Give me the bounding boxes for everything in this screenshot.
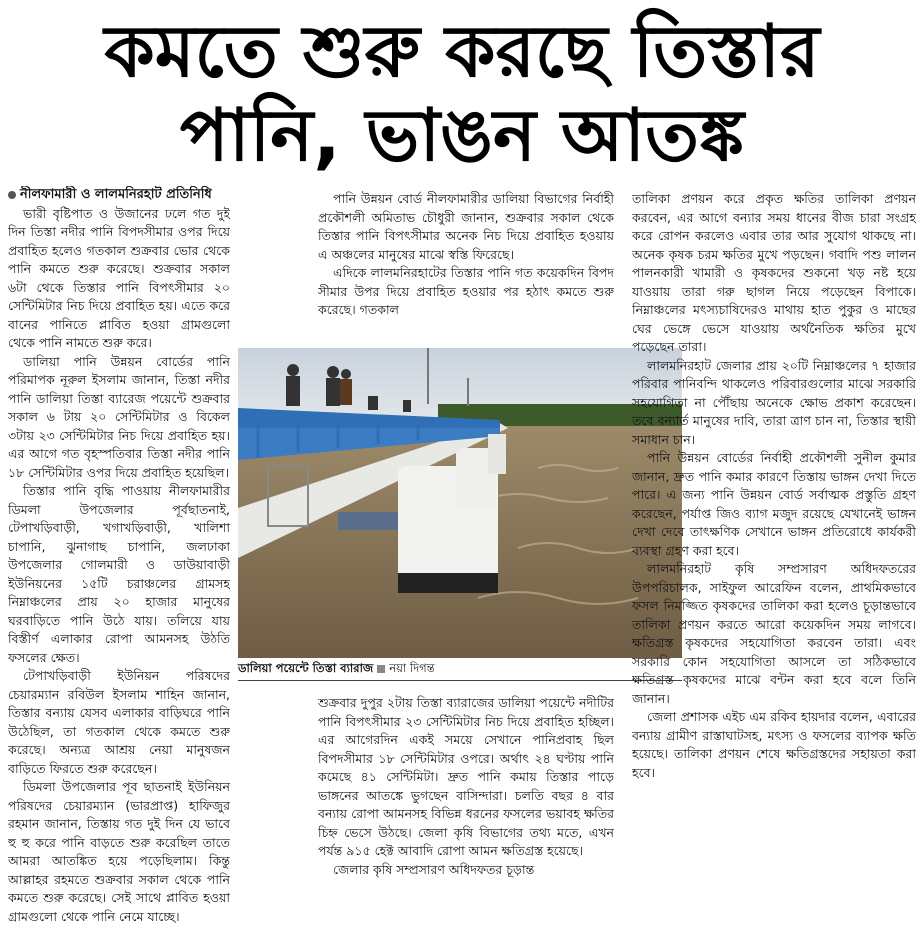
photo-caption <box>238 660 682 679</box>
paragraph: লালমনিরহাট কৃষি সম্প্রসারণ অধিদফতরের উপপরিচালক, সাইফুল আরেফিন বলেন, প্রাথমিকভাবে ফসল নিমজ্জিত কৃষকদের তালিকা করা হলেও চূড়ান্তভাবে তালিকা প্রণয়ন করতে আরো কয়েকদিন সময় লাগবে। ক্ষতিগ্রস্ত কৃষকদের সহযোগিতা করবেন তারা। এবং সরকারি কোন সহযোগিতা আসলে তা সঠিকভাবে ক্ষতিগ্রস্ত কৃষকদের মাঝে বন্টন করা হবে বলে তিনি জানান। <box>632 561 916 706</box>
paragraph: তালিকা প্রণয়ন করে প্রকৃত ক্ষতির তালিকা প্রণয়ন করবেন, এর আগে বন্যার সময় ধানের বীজ চারা সংগ্রহ করে রোপন করলেও এবার তার আর সুযোগ থাকছে না। অনেক কৃষক চরম ক্ষতির মুখে পড়ছেন। গবাদি পশু লালন পালনকারী খামারী ও কৃষকদের শুকনো খড় নষ্ট হয়ে যাওয়ায় তারা গরু ছাগল নিয়ে পড়েছেন বিপাকে। নিম্নাঞ্চলের মৎস্যচাষিদেরও মাথায় হাত পুকুর ও মাছের ঘের ভেঙ্গে ভেসে যাওয়ায় অর্থনৈতিক ক্ষতির মুখে পড়েছেন তারা। <box>632 191 916 354</box>
teesta-barrage-image <box>238 348 682 658</box>
barrage-photo <box>238 348 682 658</box>
paragraph: ডালিয়া পানি উন্নয়ন বোর্ডের পানি পরিমাপক নূরুল ইসলাম জানান, তিস্তা নদীর পানি ডালিয়া তিস্তা ব্যারেজ পয়েন্টে শুক্রবার সকাল ৬ টায় ২০ সেন্টিমিটার ও বিকেল ৩টায় ২৩ সেন্টিমিটার নিচ দিয়ে প্রবাহিত হয়। এর আগে গত বৃহস্পতিবার তিস্তা নদীর পানি ১৮ সেন্টিমিটার ওপর দিয়ে প্রবাহিত হয়েছিল। <box>8 353 230 480</box>
headline-line-1: কমতে শুরু করছে তিস্তার <box>104 9 820 93</box>
byline: নীলফামারী ও লালমনিরহাট প্রতিনিধি <box>8 186 230 205</box>
headline-line-2: পানি, ভাঙন আতঙ্ক <box>179 93 745 177</box>
article-column-3 <box>632 190 916 935</box>
paragraph: এদিকে লালমনিরহাটের তিস্তার পানি গত কয়েকদিন বিপদ সীমার উপর দিয়ে প্রবাহিত হওয়ার পর হঠাৎ কমতে শুরু করেছে। গতকাল <box>318 265 614 317</box>
article-column-2-bottom <box>318 694 614 934</box>
paragraph: পানি উন্নয়ন বোর্ড নীলফামারীর ডালিয়া বিভাগের নির্বাহী প্রকৌশলী অমিতাভ চৌধুরী জানান, শুক্রবার সকাল থেকে তিস্তার পানি বিপৎসীমার অনেক নিচ দিয়ে প্রবাহিত হওয়ায় এ অঞ্চলের মানুষের মাঝে স্বস্তি ফিরেছে। <box>318 191 614 262</box>
paragraph: ডিমলা উপজেলার পূব ছাতনাই ইউনিয়ন পরিষদের চেয়ারম্যান (ভারপ্রাপ্ত) হাফিজুর রহমান জানান, তিস্তায় গত দুই দিন যে ভাবে হু হু করে পানি বাড়তে শুরু করেছিল তাতে আমরা আতঙ্কিত হয়ে পড়েছিলাম। কিন্তু আল্লাহর রহমতে শুক্রবার সকাল থেকে পানি কমতে শুরু করেছে। সেই সাথে প্লাবিত হওয়া গ্রামগুলো থেকে পানি নেমে যাচ্ছে। <box>8 779 230 924</box>
paragraph: ভারী বৃষ্টিপাত ও উজানের ঢলে গত দুই দিন তিস্তা নদীর পানি বিপদসীমার ওপর দিয়ে প্রবাহিত হলেও গতকাল শুক্রবার ভোর থেকে পানি কমতে শুরু করেছে। শুক্রবার সকাল ৬টা থেকে তিস্তার পানি বিপৎসীমার ২০ সেন্টিমিটার নিচ দিয়ে প্রবাহিত হয়। এতে করে বানের পানিতে প্লাবিত হওয়া গ্রামগুলো থেকে পানি নামতে শুরু করে। <box>8 205 230 350</box>
paragraph: জেলা প্রশাসক এইচ এম রকিব হায়দার বলেন, এবারের বন্যায় গ্রামীণ রাস্তাঘাটসহ, মৎস্য ও ফসলের ব্যাপক ক্ষতি হয়েছে। তালিকা প্রণয়ন শেষে ক্ষতিগ্রস্তদের সহায়তা করা হবে। <box>632 709 916 780</box>
separator-square-icon <box>377 665 385 673</box>
paragraph: তিস্তার পানি বৃদ্ধি পাওয়ায় নীলফামারীর ডিমলা উপজেলার পূর্বছাতনাই, টেপাখড়িবাড়ী, খগাখড়িবাড়ী, খালিশা চাপানি, ঝুনাগাছ চাপানি, জলঢাকা উপজেলার গোলমারী ও ডাউয়াবাড়ী ইউনিয়নের ১৫টি চরাঞ্চলের গ্রামসহ নিম্নাঞ্চলের প্রায় ২০ হাজার মানুষের ঘরবাড়িতে পানি উঠে যায়। তলিয়ে যায় বিস্তীর্ণ এলাকার রোপা আমনসহ উঠতি ফসলের ক্ষেত। <box>8 483 230 665</box>
article-column-1 <box>8 186 230 931</box>
article-column-2-top <box>318 190 614 342</box>
bullet-icon <box>8 191 16 199</box>
photo-credit: নয়া দিগন্ত <box>389 661 435 675</box>
paragraph: লালমনিরহাট জেলার প্রায় ২০টি নিম্নাঞ্চলের ৭ হাজার পরিবার পানিবন্দি থাকলেও পরিবারগুলোর মাঝে সরকারি সহযোগিতা না পৌঁছায় অনেকে ক্ষোভ প্রকাশ করেছেন। তবে বন্যার্ত মানুষের দাবি, তারা ত্রাণ চান না, তিস্তার স্থায়ী সমাধান চান। <box>632 357 916 447</box>
paragraph: টেপাখড়িবাড়ী ইউনিয়ন পরিষদের চেয়ারম্যান রবিউল ইসলাম শাহিন জানান, তিস্তার বন্যায় যেসব এলাকার বাড়িঘরে পানি উঠেছিল, তা গতকাল থেকে কমতে শুরু করেছে। অন্যত্র আশ্রয় নেয়া মানুষজন বাড়িতে ফিরতে শুরু করেছেন। <box>8 668 230 776</box>
paragraph: শুক্রবার দুপুর ২টায় তিস্তা ব্যারাজের ডালিয়া পয়েন্টে নদীটির পানি বিপৎসীমার ২৩ সেন্টিমিটার নিচ দিয়ে প্রবাহিত হচ্ছিল। এর আগেরদিন একই সময়ে সেখানে পানিপ্রবাহ ছিল বিপদসীমার ১৮ সেন্টিমিটার ওপরে। অর্থাৎ ২৪ ঘণ্টায় পানি কমেছে ৪১ সেন্টিমিটা। দ্রুত পানি কমায় তিস্তার পাড়ে ভাঙ্গনের আতঙ্কে ভুগছেন বাসিন্দারা। চলতি বছর ৪ বার বন্যায় রোপা আমনসহ বিভিন্ন ধরনের ফসলের ভয়াবহ ক্ষতির চিহ্ন ভেসে উঠছে। জেলা কৃষি বিভাগের তথ্য মতে, এখন পর্যন্ত ৯১৫ হেক্ট আবাদি রোপা আমন ক্ষতিগ্রস্ত হয়েছে। <box>318 695 614 858</box>
caption-rule <box>238 680 682 681</box>
paragraph: পানি উন্নয়ন বোর্ডের নির্বাহী প্রকৌশলী সুনীল কুমার জানান, দ্রুত পানি কমার কারণে তিস্তায় ভাঙ্গন দেখা দিতে পারে। এ জন্য পানি উন্নয়ন বোর্ড সর্বাত্মক প্রস্তুতি গ্রহণ করেছেন, পর্যাপ্ত জিও ব্যাগ মজুদ রয়েছে যেখানেই ভাঙ্গন দেখা দেবে তাৎক্ষণিক সেখানে ভাঙ্গন প্রতিরোধে কার্যকরী ব্যবস্থা গ্রহণ করা হবে। <box>632 450 916 558</box>
paragraph: জেলার কৃষি সম্প্রসারণ অধিদফতর চূড়ান্ত <box>333 861 535 877</box>
caption-text: ডালিয়া পয়েন্টে তিস্তা ব্যারাজ <box>238 661 374 675</box>
